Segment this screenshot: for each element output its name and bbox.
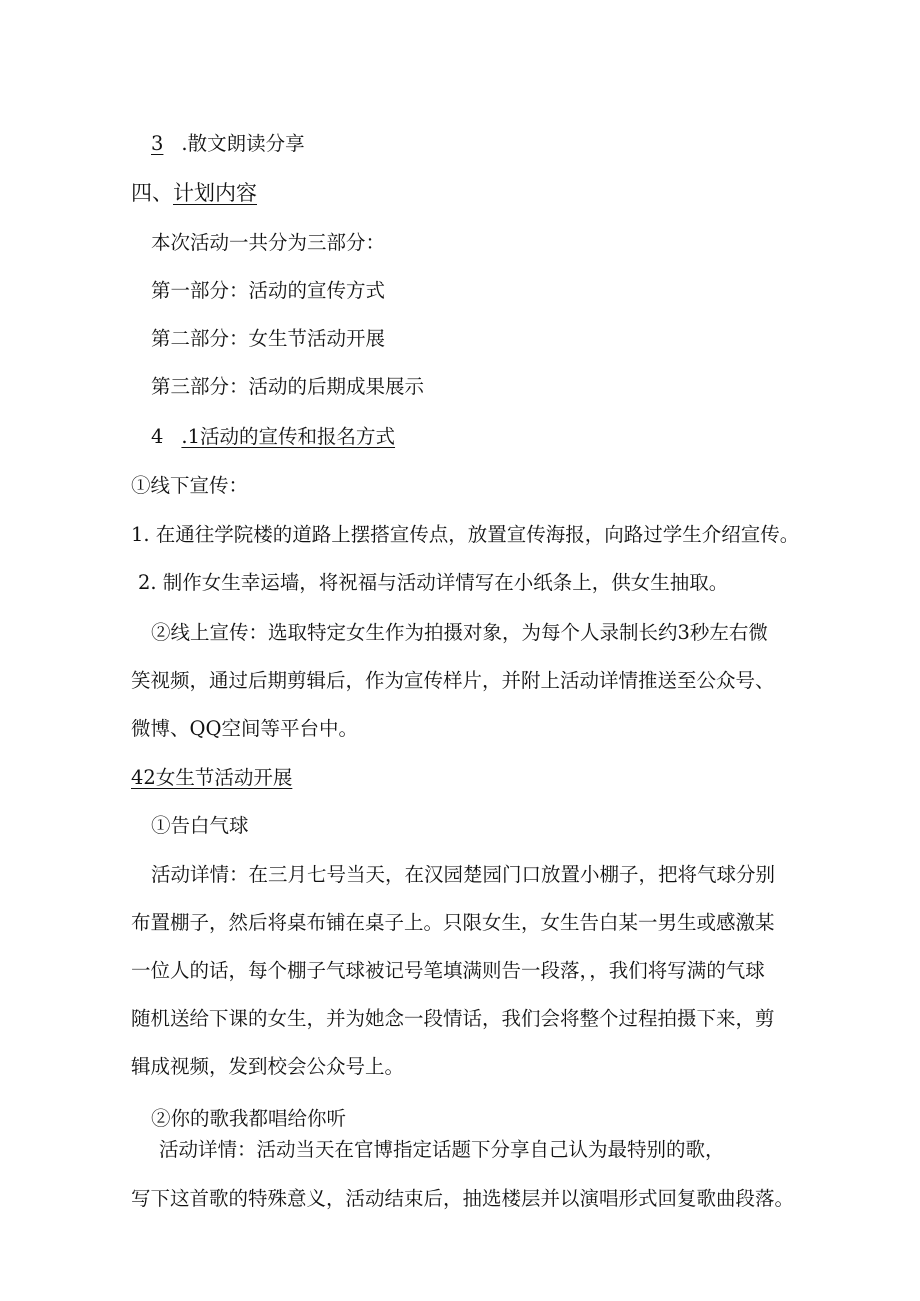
activity1-detail-line: 布置棚子，然后将桌布铺在桌子上。只限女生，女生告白某一男生或感激某 <box>131 911 775 934</box>
activity2-detail-line: 活动详情：活动当天在官博指定话题下分享自己认为最特别的歌， <box>159 1138 725 1161</box>
offline-item: 2. 制作女生幸运墙，将祝福与活动详情写在小纸条上，供女生抽取。 <box>138 571 729 594</box>
section3-item-number: 3 <box>151 132 164 155</box>
activity1-detail-line: 随机送给下课的女生，并为她念一段情话，我们会将整个过程拍摄下来，剪 <box>131 1007 775 1030</box>
activity1-name: ①告白气球 <box>151 814 249 837</box>
online-line: ②线上宣传：选取特定女生作为拍摄对象，为每个人录制长约3秒左右微 <box>151 621 768 644</box>
section3-item <box>151 131 305 157</box>
offline-heading: ①线下宣传： <box>131 474 249 497</box>
section3-item-text: .散文朗读分享 <box>181 132 305 155</box>
activity1-detail-line: 一位人的话，每个棚子气球被记号笔填满则告一段落，，我们将写满的气球 <box>131 959 765 982</box>
part-item: 第三部分：活动的后期成果展示 <box>151 375 425 398</box>
subsection-4-2-heading: 42女生节活动开展 <box>131 766 293 789</box>
part-item: 第一部分：活动的宣传方式 <box>151 279 386 302</box>
activity1-detail-line: 辑成视频，发到校会公众号上。 <box>131 1055 405 1078</box>
subsection-4-1-number: 4 <box>151 425 164 448</box>
activity1-detail-line: 活动详情：在三月七号当天，在汉园楚园门口放置小棚子，把将气球分别 <box>151 863 776 886</box>
part-item: 第二部分：女生节活动开展 <box>151 327 386 350</box>
section4-heading-prefix: 四、 <box>131 181 173 205</box>
section4-heading <box>131 180 257 206</box>
subsection-4-1-heading <box>151 424 395 450</box>
activity2-detail-line: 写下这首歌的特殊意义，活动结束后，抽选楼层并以演唱形式回复歌曲段落。 <box>131 1187 795 1210</box>
activity2-name: ②你的歌我都唱给你听 <box>151 1107 347 1130</box>
section4-heading-title: 计划内容 <box>173 181 257 205</box>
section4-intro: 本次活动一共分为三部分： <box>151 231 386 254</box>
subsection-4-1-title: .1活动的宣传和报名方式 <box>181 425 396 448</box>
online-line: 笑视频，通过后期剪辑后，作为宣传样片，并附上活动详情推送至公众号、 <box>131 669 775 692</box>
online-line: 微博、QQ空间等平台中。 <box>131 717 358 740</box>
offline-item: 1. 在通往学院楼的道路上摆搭宣传点，放置宣传海报，向路过学生介绍宣传。 <box>131 523 800 546</box>
